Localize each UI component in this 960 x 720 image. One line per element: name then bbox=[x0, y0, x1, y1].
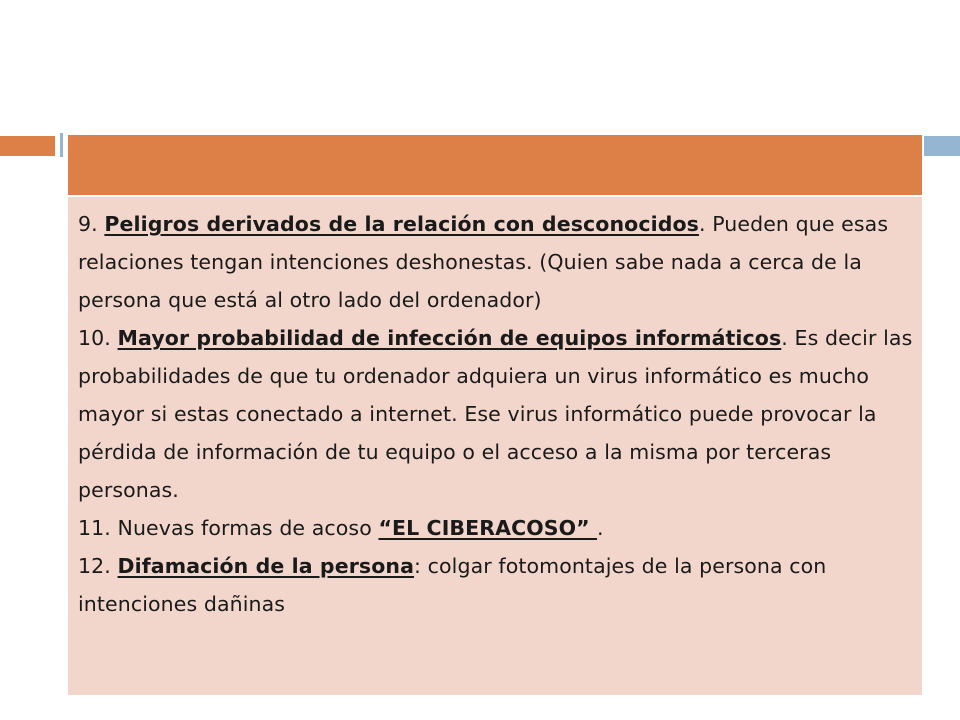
item-10 bbox=[78, 319, 914, 509]
accent-tick bbox=[60, 133, 63, 157]
item-number: 9. bbox=[78, 212, 105, 236]
accent-bar-left bbox=[0, 136, 55, 156]
content-table bbox=[67, 134, 923, 696]
item-number: 10. bbox=[78, 326, 118, 350]
item-text: . Es decir las probabilidades de que tu ordenador adquiera un virus informático es mucho mayor si estas conectado a internet. Ese virus informático puede provocar la pérdida de información de tu equipo o el acceso a la misma por terceras personas. bbox=[78, 326, 913, 502]
item-title-prefix: Nuevas formas de acoso bbox=[117, 516, 379, 540]
item-11 bbox=[78, 509, 914, 547]
item-text: : colgar fotomontajes de la persona con intenciones dañinas bbox=[78, 554, 827, 616]
item-text: . bbox=[597, 516, 604, 540]
item-title: Difamación de la persona bbox=[117, 554, 415, 578]
accent-bar-right bbox=[924, 136, 960, 156]
table-header bbox=[68, 135, 922, 197]
item-title: Mayor probabilidad de infección de equipos informáticos bbox=[117, 326, 782, 350]
item-title: “EL CIBERACOSO” bbox=[378, 516, 597, 540]
item-title: Peligros derivados de la relación con desconocidos bbox=[104, 212, 699, 236]
item-9 bbox=[78, 205, 914, 319]
item-number: 12. bbox=[78, 554, 118, 578]
item-text: . Pueden que esas relaciones tengan intenciones deshonestas. (Quien sabe nada a cerca de la persona que está al otro lado del ordenador) bbox=[78, 212, 889, 312]
table-body bbox=[68, 197, 922, 695]
item-number: 11. bbox=[78, 516, 118, 540]
item-12 bbox=[78, 547, 914, 623]
